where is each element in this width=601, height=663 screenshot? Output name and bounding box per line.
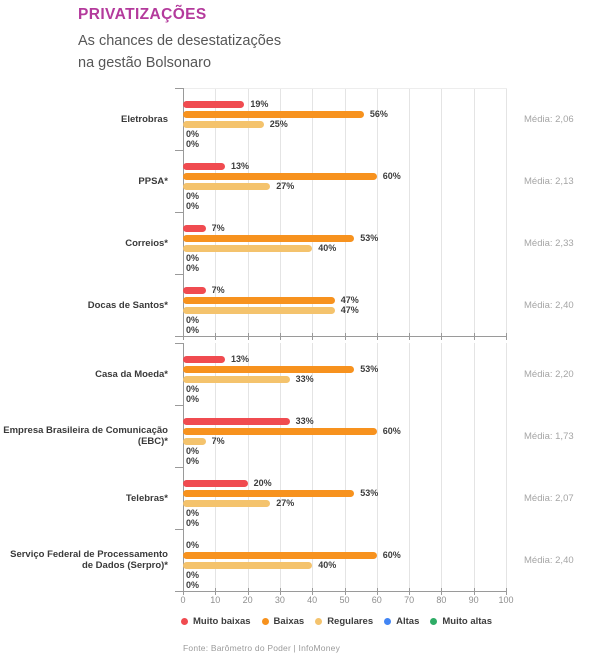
category-label: Serviço Federal de Processamento de Dados (Serpro)* xyxy=(10,549,168,571)
bar-row xyxy=(183,191,506,201)
bar-value-label: 0% xyxy=(186,508,200,518)
bar-row xyxy=(183,315,506,325)
subtitle-line-2: na gestão Bolsonaro xyxy=(78,55,212,71)
x-axis-line xyxy=(179,336,507,337)
bar-row xyxy=(183,580,506,590)
bar-value-label: 27% xyxy=(276,498,295,508)
bar-baixas xyxy=(183,173,377,180)
bar-value-label: 7% xyxy=(211,285,225,295)
bar-regulares xyxy=(183,438,206,445)
bar-value-label: 0% xyxy=(186,139,200,149)
group-row xyxy=(0,212,601,274)
bar-row xyxy=(183,253,506,263)
bar-row xyxy=(183,364,506,374)
category-label: Correios* xyxy=(125,237,168,249)
group-row xyxy=(0,150,601,212)
group-row xyxy=(0,343,601,405)
bar-value-label: 0% xyxy=(186,456,200,466)
bar-value-label: 60% xyxy=(382,550,401,560)
bar-row xyxy=(183,446,506,456)
x-tick-label: 70 xyxy=(404,595,415,605)
bar-baixas xyxy=(183,111,364,118)
x-tick-label: 80 xyxy=(436,595,447,605)
bar-row xyxy=(183,181,506,191)
bar-value-label: 0% xyxy=(186,325,200,335)
bar-row xyxy=(183,109,506,119)
media-label: Média: 2,33 xyxy=(524,237,574,249)
bar-value-label: 33% xyxy=(295,374,314,384)
bar-value-label: 0% xyxy=(186,394,200,404)
bar-row xyxy=(183,325,506,335)
chart-panel xyxy=(0,88,601,337)
group-row xyxy=(0,88,601,150)
bar-row xyxy=(183,374,506,384)
bar-muito-baixas xyxy=(183,418,290,425)
bar-value-label: 13% xyxy=(230,161,249,171)
bar-row xyxy=(183,161,506,171)
bar-value-label: 47% xyxy=(340,295,359,305)
bar-value-label: 20% xyxy=(253,478,272,488)
bar-regulares xyxy=(183,562,312,569)
group-plot xyxy=(183,405,506,467)
bar-baixas xyxy=(183,366,354,373)
bar-value-label: 0% xyxy=(186,129,200,139)
source-note: Fonte: Barômetro do Poder | InfoMoney xyxy=(183,643,341,653)
bar-regulares xyxy=(183,307,335,314)
x-tick-label: 100 xyxy=(498,595,514,605)
media-label: Média: 2,40 xyxy=(524,554,574,566)
bar-row xyxy=(183,394,506,404)
bar-row xyxy=(183,518,506,528)
legend-label: Regulares xyxy=(327,616,374,627)
group-row xyxy=(0,529,601,591)
bar-row xyxy=(183,540,506,550)
x-tick-label: 60 xyxy=(371,595,382,605)
bar-value-label: 60% xyxy=(382,171,401,181)
bar-row xyxy=(183,99,506,109)
bar-value-label: 25% xyxy=(269,119,288,129)
bar-value-label: 33% xyxy=(295,416,314,426)
bar-row xyxy=(183,498,506,508)
x-tick-label: 90 xyxy=(468,595,479,605)
bar-row xyxy=(183,354,506,364)
bar-muito-baixas xyxy=(183,163,225,170)
bar-value-label: 0% xyxy=(186,580,200,590)
bar-row xyxy=(183,436,506,446)
bar-baixas xyxy=(183,235,354,242)
bar-row xyxy=(183,416,506,426)
bar-muito-baixas xyxy=(183,101,244,108)
bar-row xyxy=(183,384,506,394)
bar-row xyxy=(183,263,506,273)
bar-row xyxy=(183,119,506,129)
media-label: Média: 2,40 xyxy=(524,299,574,311)
bar-row xyxy=(183,488,506,498)
category-label: Telebras* xyxy=(125,492,168,504)
x-tick-label: 50 xyxy=(339,595,350,605)
bar-regulares xyxy=(183,183,270,190)
bar-row xyxy=(183,285,506,295)
legend-dot-icon xyxy=(315,618,322,625)
legend-dot-icon xyxy=(262,618,269,625)
bar-muito-baixas xyxy=(183,356,225,363)
bar-row xyxy=(183,201,506,211)
media-label: Média: 2,06 xyxy=(524,113,574,125)
bar-row xyxy=(183,550,506,560)
bar-value-label: 47% xyxy=(340,305,359,315)
bar-value-label: 7% xyxy=(211,436,225,446)
group-plot xyxy=(183,88,506,150)
legend-item xyxy=(384,616,419,627)
legend-dot-icon xyxy=(384,618,391,625)
bar-row xyxy=(183,129,506,139)
legend-item xyxy=(315,616,373,627)
bar-muito-baixas xyxy=(183,225,206,232)
bar-row xyxy=(183,243,506,253)
bar-value-label: 0% xyxy=(186,191,200,201)
bar-value-label: 40% xyxy=(318,243,337,253)
page-title: PRIVATIZAÇÕES xyxy=(78,6,207,23)
legend-label: Muito altas xyxy=(442,616,492,627)
bar-value-label: 40% xyxy=(318,560,337,570)
bar-value-label: 60% xyxy=(382,426,401,436)
x-tick-label: 40 xyxy=(307,595,318,605)
bar-row xyxy=(183,171,506,181)
bar-value-label: 0% xyxy=(186,201,200,211)
group-row xyxy=(0,405,601,467)
bar-row xyxy=(183,295,506,305)
media-label: Média: 2,13 xyxy=(524,175,574,187)
bar-row xyxy=(183,233,506,243)
bar-value-label: 27% xyxy=(276,181,295,191)
category-label: Docas de Santos* xyxy=(87,299,168,311)
bar-regulares xyxy=(183,376,290,383)
bar-value-label: 0% xyxy=(186,518,200,528)
x-tick-label: 0 xyxy=(180,595,186,605)
bar-value-label: 0% xyxy=(186,263,200,273)
media-label: Média: 2,07 xyxy=(524,492,574,504)
legend-item xyxy=(430,616,492,627)
category-label: Eletrobras xyxy=(121,113,168,125)
legend-label: Muito baixas xyxy=(193,616,251,627)
bar-row xyxy=(183,560,506,570)
group-plot xyxy=(183,150,506,212)
legend-item xyxy=(262,616,305,627)
subtitle-line-1: As chances de desestatizações xyxy=(78,33,282,49)
group-plot xyxy=(183,212,506,274)
bar-muito-baixas xyxy=(183,480,248,487)
bar-row xyxy=(183,426,506,436)
bar-value-label: 7% xyxy=(211,223,225,233)
bar-baixas xyxy=(183,428,377,435)
bar-row xyxy=(183,456,506,466)
chart-panel xyxy=(0,343,601,592)
media-label: Média: 2,20 xyxy=(524,368,574,380)
bar-row xyxy=(183,478,506,488)
category-label: Empresa Brasileira de Comunicação (EBC)* xyxy=(3,425,168,447)
group-row xyxy=(0,274,601,336)
group-plot xyxy=(183,529,506,591)
bar-regulares xyxy=(183,500,270,507)
bar-muito-baixas xyxy=(183,287,206,294)
group-plot xyxy=(183,274,506,336)
bar-value-label: 19% xyxy=(250,99,269,109)
bar-baixas xyxy=(183,297,335,304)
bar-value-label: 0% xyxy=(186,540,200,550)
x-tick-label: 10 xyxy=(210,595,221,605)
bar-row xyxy=(183,223,506,233)
bar-value-label: 53% xyxy=(360,488,379,498)
bar-row xyxy=(183,305,506,315)
bar-value-label: 0% xyxy=(186,253,200,263)
x-tick-label: 20 xyxy=(242,595,253,605)
legend-dot-icon xyxy=(181,618,188,625)
bar-row xyxy=(183,139,506,149)
group-plot xyxy=(183,343,506,405)
bar-regulares xyxy=(183,121,264,128)
bar-value-label: 0% xyxy=(186,384,200,394)
legend-label: Baixas xyxy=(273,616,305,627)
legend-label: Altas xyxy=(396,616,420,627)
bar-value-label: 56% xyxy=(369,109,388,119)
x-axis-line xyxy=(179,591,507,592)
bar-value-label: 53% xyxy=(360,364,379,374)
x-axis-labels xyxy=(180,595,514,607)
legend-dot-icon xyxy=(430,618,437,625)
category-label: Casa da Moeda* xyxy=(95,368,168,380)
group-row xyxy=(0,467,601,529)
bar-row xyxy=(183,570,506,580)
bar-baixas xyxy=(183,552,377,559)
x-tick-label: 30 xyxy=(274,595,285,605)
bar-regulares xyxy=(183,245,312,252)
bar-value-label: 53% xyxy=(360,233,379,243)
bar-value-label: 0% xyxy=(186,315,200,325)
media-label: Média: 1,73 xyxy=(524,430,574,442)
category-label: PPSA* xyxy=(138,175,168,187)
bar-value-label: 0% xyxy=(186,446,200,456)
bar-baixas xyxy=(183,490,354,497)
group-plot xyxy=(183,467,506,529)
chart-legend xyxy=(181,616,492,627)
bar-value-label: 13% xyxy=(230,354,249,364)
legend-item xyxy=(181,616,251,627)
bar-row xyxy=(183,508,506,518)
bar-value-label: 0% xyxy=(186,570,200,580)
